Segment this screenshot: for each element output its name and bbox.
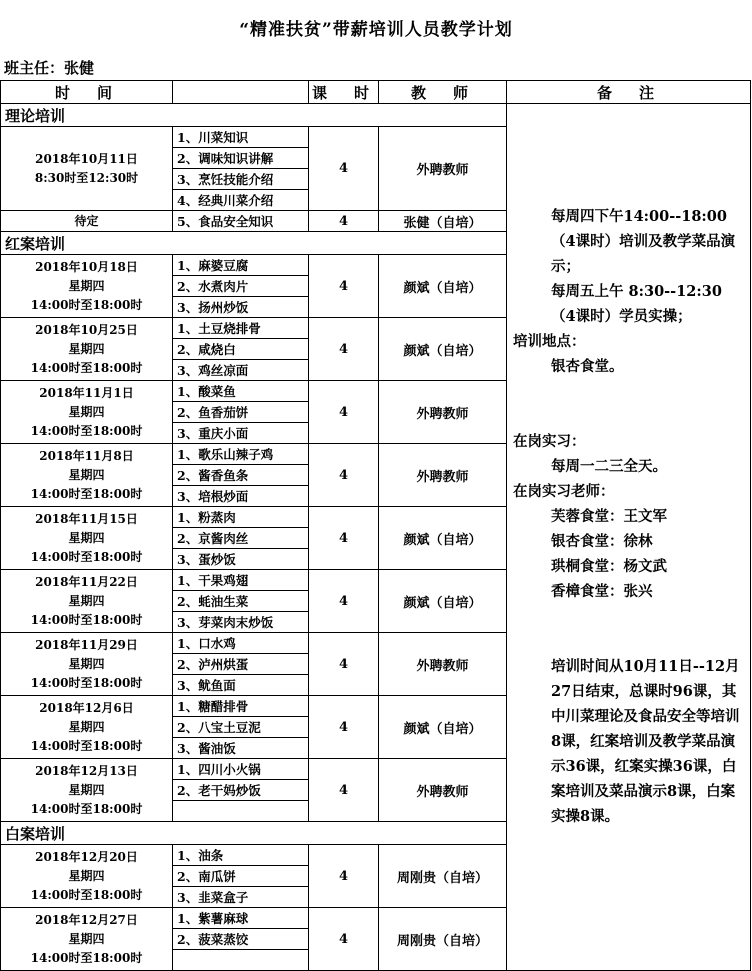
session-hours: 4 [309, 381, 379, 444]
session-time: 2018年11月22日 星期四 14:00时至18:00时 [1, 570, 173, 633]
course-item: 1、口水鸡 [173, 633, 309, 654]
notes-cell [507, 104, 751, 971]
course-item: 2、酱香鱼条 [173, 465, 309, 486]
course-item: 1、干果鸡翅 [173, 570, 309, 591]
page-title: “精准扶贫”带薪培训人员教学计划 [239, 19, 513, 40]
notes-p10: 珙桐食堂：杨文武 [551, 558, 667, 575]
session-time: 待定 [1, 211, 173, 232]
session-teacher: 周刚贵（自培） [379, 845, 507, 908]
notes-p6: 每周一二三全天。 [551, 458, 667, 475]
course-item: 2、南瓜饼 [173, 866, 309, 887]
session-hours: 4 [309, 507, 379, 570]
course-item: 1、油条 [173, 845, 309, 866]
header-blank [173, 81, 309, 104]
course-item: 2、咸烧白 [173, 339, 309, 360]
header-notes: 备 注 [507, 81, 751, 104]
schedule-table [0, 80, 751, 971]
notes-p3: 培训地点： [513, 333, 586, 350]
session-teacher: 外聘教师 [379, 381, 507, 444]
session-hours: 4 [309, 696, 379, 759]
session-time: 2018年10月18日 星期四 14:00时至18:00时 [1, 255, 173, 318]
course-item: 1、歌乐山辣子鸡 [173, 444, 309, 465]
course-item: 3、芽菜肉末炒饭 [173, 612, 309, 633]
session-teacher: 周刚贵（自培） [379, 908, 507, 971]
course-item: 3、鱿鱼面 [173, 675, 309, 696]
course-item [173, 801, 309, 822]
course-item [173, 950, 309, 971]
course-item: 2、水煮肉片 [173, 276, 309, 297]
header-row [1, 81, 751, 104]
course-item: 4、经典川菜介绍 [173, 190, 309, 211]
course-item: 2、菠菜蒸饺 [173, 929, 309, 950]
session-hours: 4 [309, 255, 379, 318]
course-item: 1、酸菜鱼 [173, 381, 309, 402]
session-teacher: 外聘教师 [379, 759, 507, 822]
session-time: 2018年11月29日 星期四 14:00时至18:00时 [1, 633, 173, 696]
section-theory-label: 理论培训 [1, 104, 507, 127]
course-item: 5、食品安全知识 [173, 211, 309, 232]
course-item: 3、重庆小面 [173, 423, 309, 444]
course-item: 2、老干妈炒饭 [173, 780, 309, 801]
session-hours: 4 [309, 318, 379, 381]
session-hours: 4 [309, 211, 379, 232]
session-time: 2018年12月6日 星期四 14:00时至18:00时 [1, 696, 173, 759]
session-hours: 4 [309, 633, 379, 696]
session-time: 2018年11月15日 星期四 14:00时至18:00时 [1, 507, 173, 570]
header-time: 时 间 [1, 81, 173, 104]
course-item: 3、韭菜盒子 [173, 887, 309, 908]
session-hours: 4 [309, 127, 379, 211]
session-teacher: 颜斌（自培） [379, 255, 507, 318]
notes-p4: 银杏食堂。 [551, 358, 624, 375]
session-hours: 4 [309, 444, 379, 507]
session-time: 2018年11月8日 星期四 14:00时至18:00时 [1, 444, 173, 507]
session-hours: 4 [309, 759, 379, 822]
notes-p8: 芙蓉食堂：王文军 [551, 508, 667, 525]
course-item: 3、烹饪技能介绍 [173, 169, 309, 190]
notes-p7: 在岗实习老师： [513, 483, 615, 500]
session-time: 2018年10月25日 星期四 14:00时至18:00时 [1, 318, 173, 381]
course-item: 3、蛋炒饭 [173, 549, 309, 570]
section-white-label: 白案培训 [1, 822, 507, 845]
course-item: 2、蚝油生菜 [173, 591, 309, 612]
course-item: 3、鸡丝凉面 [173, 360, 309, 381]
session-teacher: 颜斌（自培） [379, 696, 507, 759]
course-item: 1、川菜知识 [173, 127, 309, 148]
course-item: 3、扬州炒饭 [173, 297, 309, 318]
session-time: 2018年10月11日 8:30时至12:30时 [1, 127, 173, 211]
course-item: 1、粉蒸肉 [173, 507, 309, 528]
course-item: 3、培根炒面 [173, 486, 309, 507]
course-item: 2、鱼香茄饼 [173, 402, 309, 423]
notes-p2: 每周五上午 8:30--12:30（4课时）学员实操； [551, 283, 722, 325]
course-item: 1、四川小火锅 [173, 759, 309, 780]
session-time: 2018年11月1日 星期四 14:00时至18:00时 [1, 381, 173, 444]
course-item: 1、紫薯麻球 [173, 908, 309, 929]
notes-p11: 香樟食堂：张兴 [551, 583, 653, 600]
session-teacher: 外聘教师 [379, 633, 507, 696]
session-teacher: 外聘教师 [379, 444, 507, 507]
course-item: 1、糖醋排骨 [173, 696, 309, 717]
session-time: 2018年12月20日 星期四 14:00时至18:00时 [1, 845, 173, 908]
section-theory-row [1, 104, 751, 127]
notes-p5: 在岗实习： [513, 433, 586, 450]
session-time: 2018年12月13日 星期四 14:00时至18:00时 [1, 759, 173, 822]
session-hours: 4 [309, 570, 379, 633]
session-teacher: 颜斌（自培） [379, 318, 507, 381]
course-item: 2、调味知识讲解 [173, 148, 309, 169]
course-item: 1、土豆烧排骨 [173, 318, 309, 339]
course-item: 2、泸州烘蛋 [173, 654, 309, 675]
session-teacher: 外聘教师 [379, 127, 507, 211]
notes-p12: 培训时间从10月11日--12月27日结束，总课时96课，其中川菜理论及食品安全等培训8课，红案培训及教学菜品演示36课，红案实操36课，白案培训及菜品演示8课，白案实操8课。 [551, 658, 740, 825]
head-teacher: 班主任：张健 [4, 59, 95, 77]
course-item: 1、麻婆豆腐 [173, 255, 309, 276]
notes-p9: 银杏食堂：徐林 [551, 533, 653, 550]
course-item: 2、八宝土豆泥 [173, 717, 309, 738]
session-hours: 4 [309, 845, 379, 908]
session-teacher: 张健（自培） [379, 211, 507, 232]
notes-p1: 每周四下午14:00--18:00（4课时）培训及教学菜品演示； [551, 208, 736, 275]
header-teacher: 教 师 [379, 81, 507, 104]
session-hours: 4 [309, 908, 379, 971]
section-red-label: 红案培训 [1, 232, 507, 255]
session-time: 2018年12月27日 星期四 14:00时至18:00时 [1, 908, 173, 971]
header-hours: 课 时 [309, 81, 379, 104]
session-teacher: 颜斌（自培） [379, 570, 507, 633]
course-item: 3、酱油饭 [173, 738, 309, 759]
session-teacher: 颜斌（自培） [379, 507, 507, 570]
course-item: 2、京酱肉丝 [173, 528, 309, 549]
